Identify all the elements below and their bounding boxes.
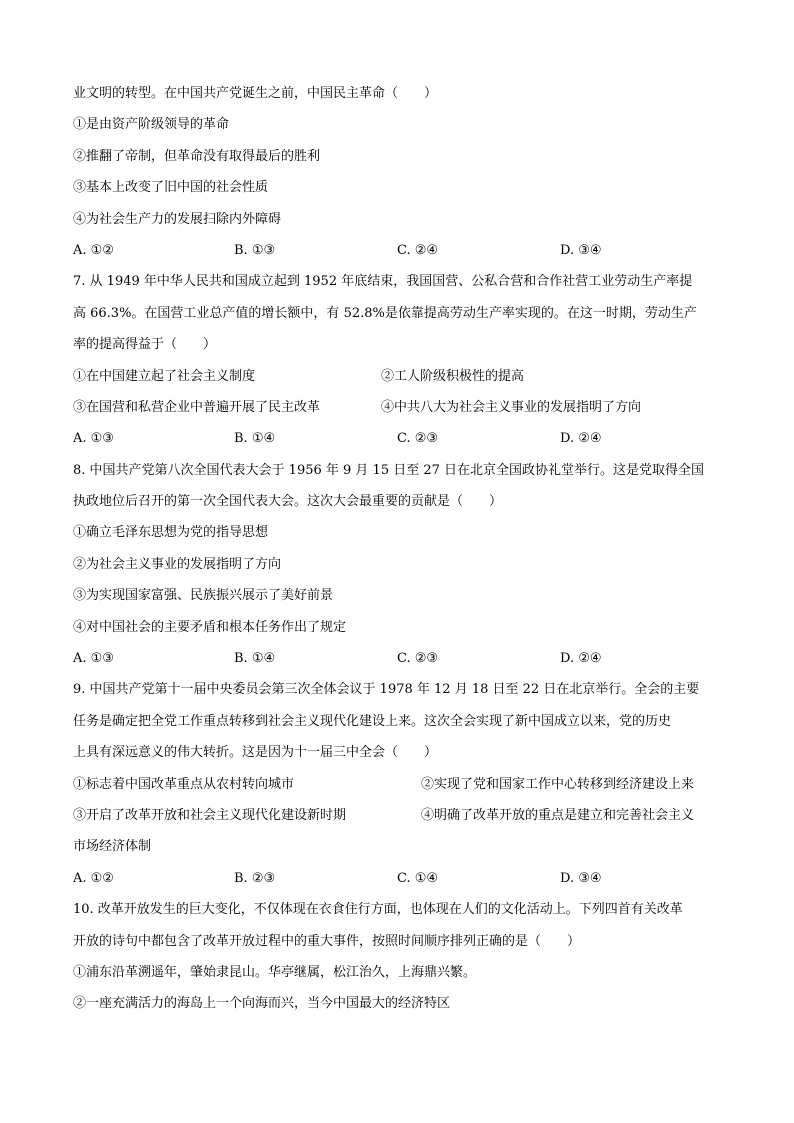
q7-options-row-2	[73, 392, 723, 423]
q8-choices	[73, 643, 723, 674]
q9-choice-b: B. ②③	[234, 870, 276, 886]
q10-stem-line-2: 开放的诗句中都包含了改革开放过程中的重大事件，按照时间顺序排列正确的是（ ）	[73, 933, 581, 949]
q9-choice-a: A. ①②	[73, 870, 114, 886]
q7-choice-a: A. ①③	[73, 431, 114, 447]
q10-stem-line-1: 10. 改革开放发生的巨大变化，不仅体现在衣食住行方面，也体现在人们的文化活动上。下列四首有关改革	[73, 902, 683, 918]
q9-choices	[73, 863, 723, 894]
q8-option-2: ②为社会主义事业的发展指明了方向	[73, 556, 282, 572]
q6-stem-tail: 业文明的转型。在中国共产党诞生之前，中国民主革命（ ）	[73, 86, 438, 101]
q9-option-2: ②实现了党和国家工作中心转移到经济建设上来	[421, 776, 695, 792]
q7-stem-line-3: 率的提高得益于（ ）	[73, 337, 217, 353]
q6-option-1: ①是由资产阶级领导的革命	[73, 117, 230, 133]
q6-choice-a: A. ①②	[73, 242, 114, 258]
q6-option-4: ④为社会生产力的发展扫除内外障碍	[73, 211, 282, 227]
q7-options-row-1	[73, 361, 723, 392]
q9-option-3: ③开启了改革开放和社会主义现代化建设新时期	[73, 807, 347, 823]
q9-options-row-1	[73, 769, 723, 800]
q7-choice-d: D. ②④	[560, 431, 602, 447]
q7-option-4: ④中共八大为社会主义事业的发展指明了方向	[381, 399, 642, 415]
q6-option-3: ③基本上改变了旧中国的社会性质	[73, 180, 269, 196]
q7-choice-b: B. ①④	[234, 431, 276, 447]
q8-choice-c: C. ②③	[397, 651, 439, 667]
q9-stem-line-1: 9. 中国共产党第十一届中央委员会第三次全体会议于 1978 年 12 月 18 日至 22 日在北京举行。全会的主要	[73, 682, 700, 698]
q8-choice-a: A. ①③	[73, 651, 114, 667]
q7-choices	[73, 423, 723, 454]
q7-choice-c: C. ②③	[397, 431, 439, 447]
q9-choice-c: C. ①④	[397, 870, 439, 886]
q9-option-4: ④明确了改革开放的重点是建立和完善社会主义	[421, 807, 695, 823]
q8-option-4: ④对中国社会的主要矛盾和根本任务作出了规定	[73, 619, 347, 635]
q7-option-1: ①在中国建立起了社会主义制度	[73, 368, 256, 384]
q8-option-1: ①确立毛泽东思想为党的指导思想	[73, 525, 269, 541]
q9-stem-line-2: 任务是确定把全党工作重点转移到社会主义现代化建设上来。这次全会实现了新中国成立以来，党的历史	[73, 713, 672, 729]
q8-stem-line-1: 8. 中国共产党第八次全国代表大会于 1956 年 9 月 15 日至 27 日在北京全国政协礼堂举行。这是党取得全国	[73, 462, 705, 478]
q6-choices	[73, 235, 723, 266]
q6-choice-c: C. ②④	[397, 242, 439, 258]
q9-option-1: ①标志着中国改革重点从农村转向城市	[73, 776, 295, 792]
q9-stem-line-3: 上具有深远意义的伟大转折。这是因为十一届三中全会（ ）	[73, 745, 438, 761]
q10-option-1: ①浦东沿革溯遥年，肇始隶昆山。华亭继属，松江治久，上海鼎兴繁。	[73, 964, 477, 980]
q6-choice-b: B. ①③	[234, 242, 276, 258]
q8-choice-d: D. ②④	[560, 651, 602, 667]
q10-option-2: ②一座充满活力的海岛上一个向海而兴，当今中国最大的经济特区	[73, 996, 451, 1012]
q9-choice-d: D. ③④	[560, 870, 602, 886]
q7-stem-line-1: 7. 从 1949 年中华人民共和国成立起到 1952 年底结束，我国国营、公私合营和合作社营工业劳动生产率提	[73, 274, 693, 290]
q8-choice-b: B. ①④	[234, 651, 276, 667]
q9-options-row-2	[73, 800, 723, 831]
q7-option-3: ③在国营和私营企业中普遍开展了民主改革	[73, 399, 321, 415]
q6-choice-d: D. ③④	[560, 242, 602, 258]
q8-stem-line-2: 执政地位后召开的第一次全国代表大会。这次大会最重要的贡献是（ ）	[73, 494, 503, 510]
q6-option-2: ②推翻了帝制，但革命没有取得最后的胜利	[73, 148, 321, 164]
q7-stem-line-2: 高 66.3%。在国营工业总产值的增长额中，有 52.8%是依靠提高劳动生产率实现的。在这一时期，劳动生产	[73, 305, 697, 321]
exam-page	[73, 78, 723, 1020]
q8-option-3: ③为实现国家富强、民族振兴展示了美好前景	[73, 588, 334, 604]
q7-option-2: ②工人阶级积极性的提高	[381, 368, 525, 384]
q9-option-4-continued: 市场经济体制	[73, 839, 152, 855]
